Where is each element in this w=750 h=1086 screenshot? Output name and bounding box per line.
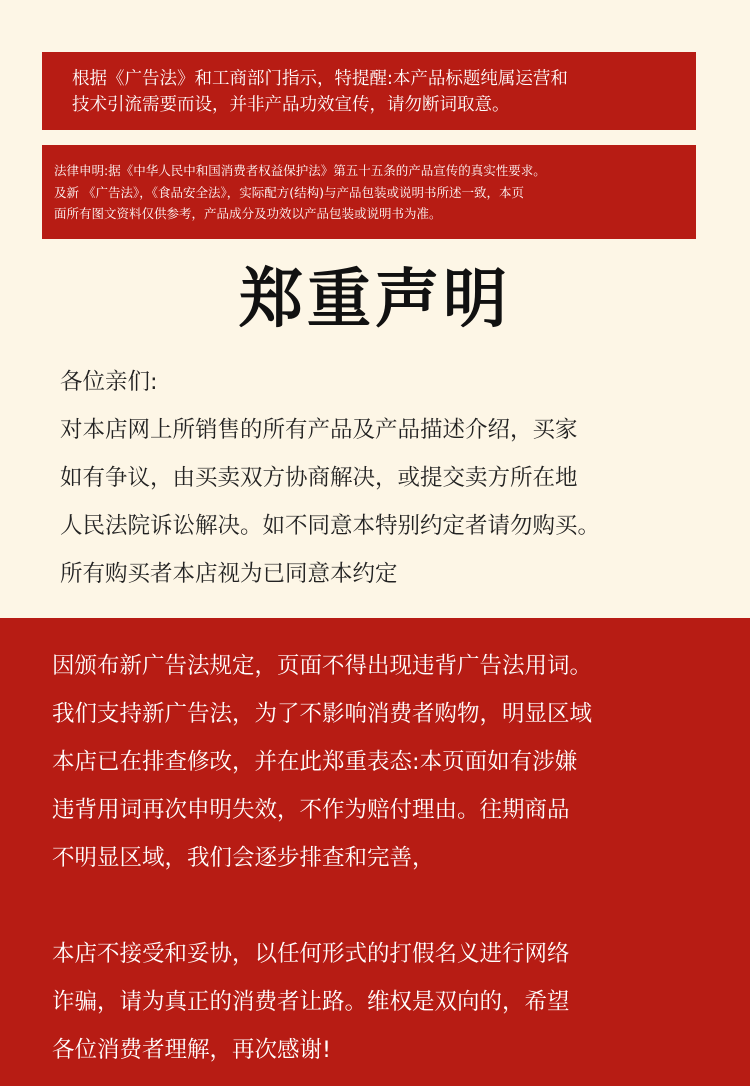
declaration-line: 本店已在排查修改，并在此郑重表态:本页面如有涉嫌 xyxy=(52,749,578,775)
declaration-line: 违背用词再次申明失效，不作为赔付理由。往期商品 xyxy=(52,797,570,823)
declaration-line: 我们支持新广告法，为了不影响消费者购物，明显区域 xyxy=(52,701,593,727)
declaration-line: 各位消费者理解，再次感谢! xyxy=(52,1037,332,1063)
declaration-line: 不明显区域，我们会逐步排查和完善， xyxy=(52,845,435,871)
intro-line: 人民法院诉讼解决。如不同意本特别约定者请勿购买。 xyxy=(60,513,601,539)
intro-line: 如有争议，由买卖双方协商解决，或提交卖方所在地 xyxy=(60,465,578,491)
declaration-paragraph-1 xyxy=(52,642,750,882)
legal-line: 面所有图文资料仅供参考，产品成分及功效以产品包装或说明书为准。 xyxy=(54,206,442,221)
greeting: 各位亲们: xyxy=(60,369,158,395)
notice-line: 技术引流需要而设，并非产品功效宣传，请勿断词取意。 xyxy=(72,95,510,115)
declaration-line: 因颁布新广告法规定，页面不得出现违背广告法用词。 xyxy=(52,653,593,679)
declaration-paragraph-2 xyxy=(52,930,750,1074)
notice-line: 根据《广告法》和工商部门指示，特提醒:本产品标题纯属运营和 xyxy=(72,69,568,89)
declaration-line: 本店不接受和妥协，以任何形式的打假名义进行网络 xyxy=(52,941,570,967)
page-title: 郑重声明 xyxy=(239,263,511,337)
declaration-section xyxy=(0,618,750,1086)
legal-line: 法律申明:据《中华人民中和国消费者权益保护法》第五十五条的产品宣传的真实性要求。 xyxy=(54,163,546,178)
intro-line: 对本店网上所销售的所有产品及产品描述介绍，买家 xyxy=(60,417,578,443)
legal-line: 及新 《广告法》，《食品安全法》，实际配方(结构)与产品包装或说明书所述一致，本页 xyxy=(54,184,524,200)
ad-law-notice-banner xyxy=(42,52,696,130)
declaration-line: 诈骗，请为真正的消费者让路。维权是双向的，希望 xyxy=(52,989,570,1015)
legal-statement-banner xyxy=(42,145,696,239)
intro-line: 所有购买者本店视为已同意本约定 xyxy=(60,561,398,587)
intro-section xyxy=(60,358,720,598)
